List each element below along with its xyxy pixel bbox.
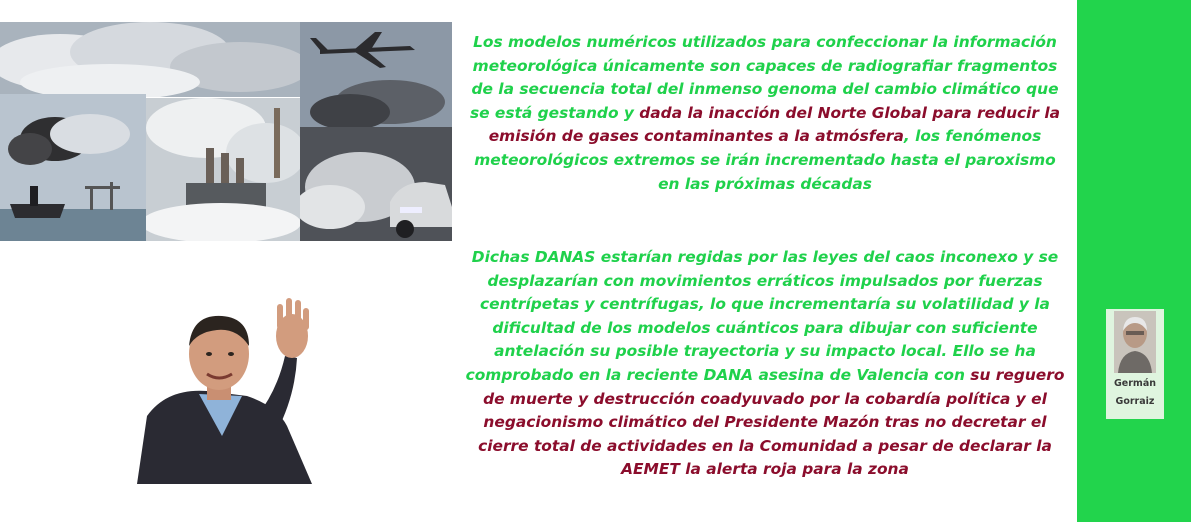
author-first-name: Germán: [1114, 378, 1156, 389]
smoke-clouds-photo: [0, 22, 300, 97]
paragraph-danas: [462, 246, 1068, 482]
paragraph-1-red-text: dada la inacción del Norte Global para reducir la emisión de gases contaminantes a la atmósfera: [488, 103, 1061, 146]
car-exhaust-photo: [300, 127, 452, 241]
paragraph-1-green-text-2: , los fenómenos meteorológicos extremos se irán incrementado hasta el paroxismo en las próximas décadas: [474, 127, 1056, 193]
paragraph-climate-models: [462, 31, 1068, 196]
green-sidebar: [1077, 0, 1191, 522]
politician-waving-photo: [137, 296, 312, 484]
airplane-photo: [300, 22, 452, 127]
author-avatar: [1114, 311, 1156, 373]
pollution-collage: [0, 22, 452, 241]
factory-smoke-photo: [146, 98, 300, 241]
author-card[interactable]: [1106, 309, 1164, 419]
paragraph-2-green-text: Dichas DANAS estarían regidas por las leyes del caos inconexo y se desplazarían con movimientos erráticos impulsados por fuerzas centrípetas y centrífugas, lo que incrementaría su volatilidad y la dificultad de los modelos cuánticos para dibujar con suficiente antelación su posible trayectoria y su impacto local. Ello se ha comprobado en la reciente DANA asesina de Valencia con: [465, 248, 1059, 384]
paragraph-1-green-text: Los modelos numéricos utilizados para confeccionar la información meteorológica únicamente son capaces de radiografiar fragmentos de la secuencia total del inmenso genoma del cambio climático que se está gestando y: [469, 33, 1059, 122]
author-last-name: Gorraiz: [1115, 396, 1155, 407]
ship-smoke-photo: [0, 94, 146, 241]
paragraph-2-red-text: su reguero de muerte y destrucción coadyuvado por la cobardía política y el negacionismo climático del Presidente Mazón tras no decretar el cierre total de actividades en la Comunidad a pesar de declarar la AEMET la alerta roja para la zona: [478, 365, 1065, 479]
